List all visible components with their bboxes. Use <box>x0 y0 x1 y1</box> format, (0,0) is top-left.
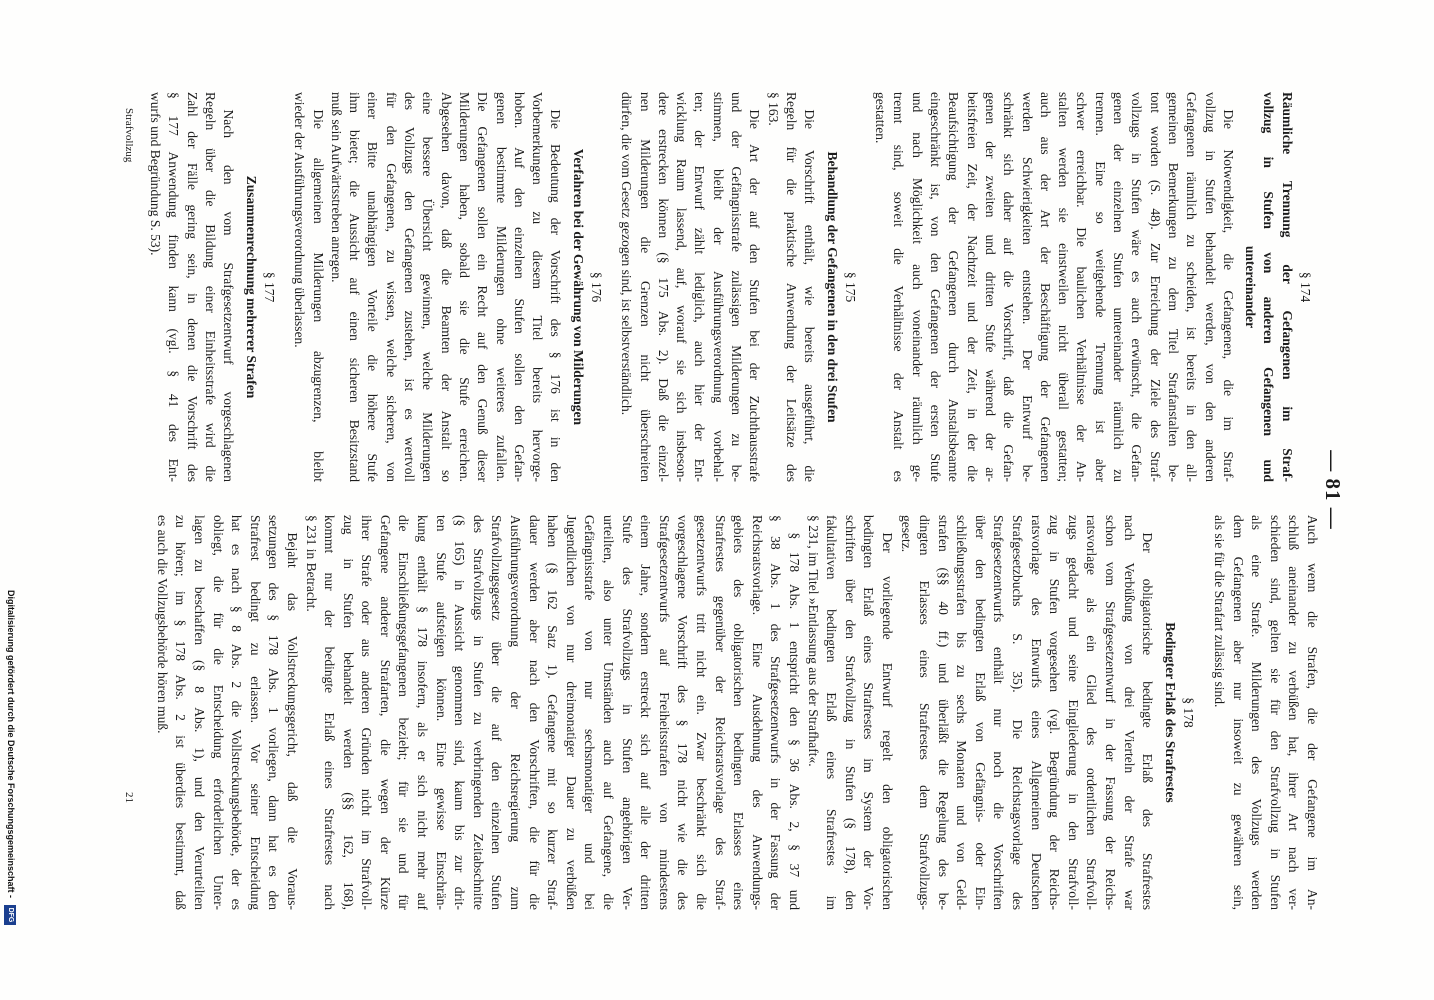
text-line: strafen (§§ 40 ff.) und überläßt die Regelung des be- <box>935 515 951 910</box>
text-line: eingeschränkt ist, von den Gefangenen der ersten Stufe <box>928 92 944 482</box>
text-line: Stufe des Strafvollzugs in Stufen angehörigen Ver- <box>619 515 635 910</box>
text-line: gesetzentwurfs tritt nicht ein. Zwar beschränkt sich die <box>694 515 709 910</box>
text-line: ten; der Entwurf zählt lediglich, auch hier der Ent- <box>692 92 708 482</box>
section-title <box>241 92 259 482</box>
text-line: Bejaht das Vollstreckungsgericht, daß die Voraus- <box>284 532 300 910</box>
paragraph <box>290 92 327 482</box>
text-line: Strafgesetzbuchs S. 35). Die Reichstagsvorlage des <box>1010 515 1026 910</box>
text-line: dürfen, die vom Gesetz gezogen sind, ist selbstverständlich. <box>619 92 635 416</box>
section-number: § 174 <box>1298 271 1313 303</box>
text-line: ratsvorlage als ein Glied des ordentlichen Strafvoll- <box>1084 515 1100 910</box>
text-line: § 177 Anwendung finden kann (vgl. § 41 des Ent- <box>166 92 182 482</box>
text-line: § 231 in Betracht. <box>303 515 319 612</box>
text-line: vollzugs in Stufen wäre es auch erwünscht, die Gefan- <box>1129 92 1145 482</box>
text-line: genen bestimmte Milderungen ohne weiteres zufallen. <box>493 92 509 482</box>
section-title <box>1160 515 1179 910</box>
text-line: vorgeschlagene Vorschrift des § 178 nicht wie die des <box>675 515 691 910</box>
text-line: tont worden (S. 48). Zur Erreichung der Ziele des Straf- <box>1147 92 1163 482</box>
digitization-note <box>4 590 18 925</box>
text-line: stimmen, bleibt der Ausführungsverordnung vorbehal- <box>710 92 726 482</box>
digitization-note-text: Digitalisierung gefördert durch die Deutsche Forschungsgemeinschaft - <box>6 590 16 899</box>
text-line: § 38 Abs. 1 des Strafgesetzentwurfs in der Fassung der <box>768 515 784 910</box>
text-line: trennen. Eine so weitgehende Trennung ist aber <box>1092 92 1108 482</box>
text-line: Die Gefangenen sollen ein Recht auf den Genuß dieser <box>475 92 491 482</box>
text-line: zug in Stufen behandelt werden (§§ 162, 168), <box>340 515 356 910</box>
text-line: Nach den vom Strafgesetzentwurf vorgeschlagenen <box>221 109 237 482</box>
text-line: und der Gefängnisstrafe zulässigen Milderungen zu be- <box>729 92 745 482</box>
text-line: beitsfreien Zeit, der Nachtzeit und der Zeit, in der die <box>964 92 980 482</box>
text-line: des Vollzugs den Gefangenen zustehen, ist es wertvoll <box>402 92 418 482</box>
text-line: Die allgemeinen Milderungen abzugrenzen, bleibt <box>310 109 326 482</box>
paragraph <box>803 515 896 910</box>
text-line: (§ 165) in Aussicht genommen sind, kaum bis zur drit- <box>452 515 468 910</box>
text-line: ihrer Strafe oder aus anderen Gründen nicht im Strafvoll- <box>359 515 375 910</box>
text-line: § 231, im Titel »Entlassung aus der Strafhaft«. <box>805 515 821 767</box>
text-line: zu hören; im § 178 Abs. 2 ist überdies bestimmt, daß <box>173 515 189 910</box>
text-line: Auch wenn die Strafen, die der Gefangene im An- <box>1305 515 1320 910</box>
text-line: dere erstrecken können (§ 175 Abs. 2). Daß die einzel- <box>655 92 671 482</box>
text-line: genen der einzelnen Stufen untereinander räumlich zu <box>1111 92 1127 482</box>
text-line: einer Bitte unabhängigen Vorteile die höhere Stufe <box>365 92 381 482</box>
text-line: hoben. Auf den einzelnen Stufen sollen den Gefan- <box>511 92 527 482</box>
text-line: zug in Stufen vorgesehen (vgl. Begründung der Reichs- <box>1047 515 1063 910</box>
text-line: Die Art der auf den Stufen bei der Zuchthausstrafe <box>747 109 763 482</box>
section-title-line: Behandlung der Gefangenen in den drei Stufen <box>824 151 840 423</box>
text-line: als sie für die Strafart zulässig sind. <box>1212 515 1228 708</box>
text-line: Der vorliegende Entwurf regelt den obligatorischen <box>879 532 895 910</box>
section-title-line: Verfahren bei der Gewährung von Milderungen <box>570 148 586 426</box>
text-line: einem Jahre, sondern erstreckt sich auf alle der dritten <box>638 515 654 910</box>
section-176 <box>290 92 605 482</box>
paragraph <box>327 92 565 482</box>
text-line: Gefangene anderer Strafarten, die wegen der Kürze <box>377 515 393 910</box>
text-line: stalten werden sie einstweilen nicht überall gestatten; <box>1056 92 1072 482</box>
text-line: dem Gefangenen aber nur insoweit zu gewähren sein, <box>1230 515 1246 910</box>
text-line: es auch die Vollzugsbehörde hören muß. <box>154 515 170 734</box>
text-line: Regeln für die praktische Anwendung der Leitsätze des <box>783 92 799 482</box>
page-number-header: — 81 — <box>1321 450 1345 530</box>
text-line: gestatten. <box>873 92 889 144</box>
text-line: dingten Erlasses eines Strafrestes dem Strafvollzugs- <box>917 515 933 910</box>
text-line: gebiets des obligatorischen bedingten Erlasses eines <box>731 515 747 910</box>
text-line: schieden sind, gelten sie für den Strafvollzug in Stufen <box>1267 515 1283 910</box>
section-178 <box>152 515 1197 910</box>
text-line: gemeinen Bemerkungen zu dem Titel Strafanstalten be- <box>1165 92 1181 482</box>
text-line: Abgesehen davon, daß die Beamten der Anstalt so <box>438 92 454 482</box>
section-number: § 175 <box>842 271 858 303</box>
text-line: Der obligatorische bedingte Erlaß des Strafrestes <box>1140 532 1156 910</box>
text-line: Strafvollzugsgesetz über die auf den einzelnen Stufen <box>489 515 505 910</box>
paragraph <box>896 515 1156 910</box>
text-line: haben (§ 162 Satz 1). Gefangene mit so kurzer Straf- <box>545 515 561 910</box>
text-line: Vorbemerkungen zu diesem Titel bereits hervorge- <box>530 92 546 482</box>
paragraph <box>152 515 301 910</box>
text-line: Zahl der Fälle gering sein, in denen die Vorschrift des <box>184 92 200 482</box>
text-line: Jugendlichen von nur dreimonatiger Dauer zu verbüßen <box>563 515 579 910</box>
text-line: wicklung Raum lassend, auf, worauf sie sich insbeson- <box>674 92 690 482</box>
text-line: vollzug in Stufen behandelt werden, von den anderen <box>1202 92 1218 482</box>
text-line: nach Verbüßung von drei Vierteln der Strafe war <box>1121 515 1137 910</box>
text-line: Strafrest bedingt zu erlassen. Vor seiner Entscheidung <box>247 515 263 910</box>
text-line: werden Schwierigkeiten entstehen. Der Entwurf be- <box>1019 92 1035 482</box>
text-line: Gefangenen räumlich zu scheiden, ist bereits in den all- <box>1184 92 1200 482</box>
text-line: genen der zweiten und dritten Stufe während der ar- <box>982 92 998 482</box>
section-title <box>822 92 840 482</box>
footer-signature: Strafvollzug <box>123 108 135 163</box>
text-line: Strafgesetzentwurfs auf Freiheitsstrafen von mindestens <box>656 515 672 910</box>
section-number: § 176 <box>589 271 605 303</box>
text-line: als eine Strafe. Milderungen des Vollzugs werden <box>1249 515 1265 910</box>
text-line: ihm bietet; die Aussicht auf einen sicheren Besitzstand <box>347 92 363 482</box>
text-line: hat es nach § 8 Abs. 2 die Vollstreckungsbehörde, der es <box>229 515 245 910</box>
text-line: ratsvorlage des Entwurfs eines Allgemeinen Deutschen <box>1028 515 1044 910</box>
paragraph <box>301 515 803 910</box>
text-line: schwer erreichbar. Die baulichen Verhältnisse der An- <box>1074 92 1090 482</box>
text-line: eine bessere Übersicht gewinnen, welche Milderungen <box>420 92 436 482</box>
section-title-line: Zusammenrechnung mehrerer Strafen <box>243 175 259 399</box>
text-line: trennt sind, soweit die Verhältnisse der Anstalt es <box>891 92 907 482</box>
text-line: Gefängnisstrafe von nur sechsmonatiger und bei <box>582 515 598 910</box>
text-line: schränkt sich daher auf die Vorschrift, daß die Gefan- <box>1001 92 1017 482</box>
section-title-line: Bedingter Erlaß des Strafrestes <box>1162 622 1178 803</box>
section-175 <box>617 92 859 482</box>
text-line: lagen zu beschaffen (§ 8 Abs. 1), und den Verurteilten <box>191 515 207 910</box>
paragraph <box>617 92 763 482</box>
text-line: kommt nur der bedingte Erlaß eines Strafrestes nach <box>322 515 338 910</box>
text-line: setzungen des § 178 Abs. 1 vorliegen, dann hat es den <box>266 515 282 910</box>
text-line: kung enthält § 178 insofern, als er sich nicht mehr auf <box>415 515 431 910</box>
section-174 <box>871 92 1314 482</box>
text-line: Ausführungsverordnung der Reichsregierung zum <box>508 515 524 910</box>
text-line: Regeln über die Bildung einer Einheitsstrafe wird die <box>203 92 219 482</box>
text-line: § 178 Abs. 1 entspricht den § 36 Abs. 2, § 37 und <box>786 532 802 910</box>
paragraph <box>146 92 237 482</box>
text-line: und nach Möglichkeit auch voneinander räumlich ge- <box>909 92 925 482</box>
right-column <box>141 515 1321 910</box>
text-line: fakultativen bedingten Erlaß eines Strafrestes im <box>824 515 840 910</box>
section-number: § 177 <box>261 271 277 303</box>
text-line: wieder der Ausführungsverordnung überlassen. <box>292 92 308 348</box>
text-line: Beaufsichtigung der Gefangenen durch Anstaltsbeamte <box>946 92 962 482</box>
text-line: bedingten Erlaß eines Strafrestes im System der Vor- <box>861 515 877 910</box>
text-line: Milderungen haben, sobald sie die Stufe erreichen. <box>456 92 472 482</box>
text-line: ten Stufe aufsteigen können. Eine gewisse Einschrän- <box>433 515 449 910</box>
text-line: die Einschließungsgefangenen bezieht; für sie und für <box>396 515 412 910</box>
left-column <box>138 92 1314 482</box>
footer-sheet-number: 21 <box>123 792 135 803</box>
paragraph <box>763 92 818 482</box>
text-line: § 163. <box>765 92 781 126</box>
text-line: gesetz. <box>898 515 914 553</box>
text-line: des Strafvollzugs in Stufen zu verbringenden Zeitabschnitte <box>470 515 486 910</box>
text-line: Die Vorschrift enthält, wie bereits ausgeführt, die <box>802 109 818 482</box>
text-line: Strafgesetzentwurfs enthält nur noch die Vorschriften <box>991 515 1007 910</box>
paragraph <box>871 92 1237 482</box>
text-line: obliegt, die für die Entscheidung erforderlichen Unter- <box>210 515 226 910</box>
section-title <box>1241 92 1296 482</box>
text-line: auch aus der Art der Beschäftigung der Gefangenen <box>1037 92 1053 482</box>
section-title-line: untereinander <box>1243 245 1259 329</box>
text-line: schließungsstrafen bis zu sechs Monaten und von Geld- <box>954 515 970 910</box>
text-line: Strafrestes gegenüber der Reichsratsvorlage des Straf- <box>712 515 728 910</box>
section-title-line: vollzug in Stufen von anderen Gefangenen und <box>1261 92 1277 482</box>
text-line: über den bedingten Erlaß von Gefängnis- oder Ein- <box>972 515 988 910</box>
text-line: Die Notwendigkeit, die Gefangenen, die im Straf- <box>1220 109 1236 482</box>
text-line: Die Bedeutung der Vorschrift des § 176 ist in den <box>548 109 564 482</box>
text-line: schluß aneinander zu verbüßen hat, ihrer Art nach ver- <box>1286 515 1302 910</box>
text-line: urteilten, also unter Umständen auch auf Gefangene, die <box>601 515 617 910</box>
section-number: § 178 <box>1181 697 1197 728</box>
section-title-line: Räumliche Trennung der Gefangenen im Straf- <box>1279 92 1295 482</box>
paragraph <box>1209 515 1321 910</box>
section-177 <box>146 92 278 482</box>
text-line: schriften über den Strafvollzug in Stufen (§ 178), den <box>842 515 858 910</box>
text-line: schon vom Strafgesetzentwurf in der Fassung der Reichs- <box>1103 515 1119 910</box>
text-line: dauer werden aber nach den Vorschriften, die für die <box>526 515 542 910</box>
section-title <box>568 92 586 482</box>
text-line: muß sein Aufwärtsstreben anregen. <box>328 92 344 283</box>
text-line: für den Gefangenen, zu wissen, welche sicheren, von <box>383 92 399 482</box>
text-line: wurfs und Begründung S. 53). <box>148 92 164 256</box>
text-line: zugs gedacht und seine Eingliederung in den Strafvoll- <box>1065 515 1081 910</box>
text-line: nen Milderungen die Grenzen nicht überschreiten <box>637 92 653 482</box>
dfg-logo: DFG <box>4 905 16 926</box>
text-line: Reichsratsvorlage. Eine Ausdehnung des Anwendungs- <box>749 515 765 910</box>
